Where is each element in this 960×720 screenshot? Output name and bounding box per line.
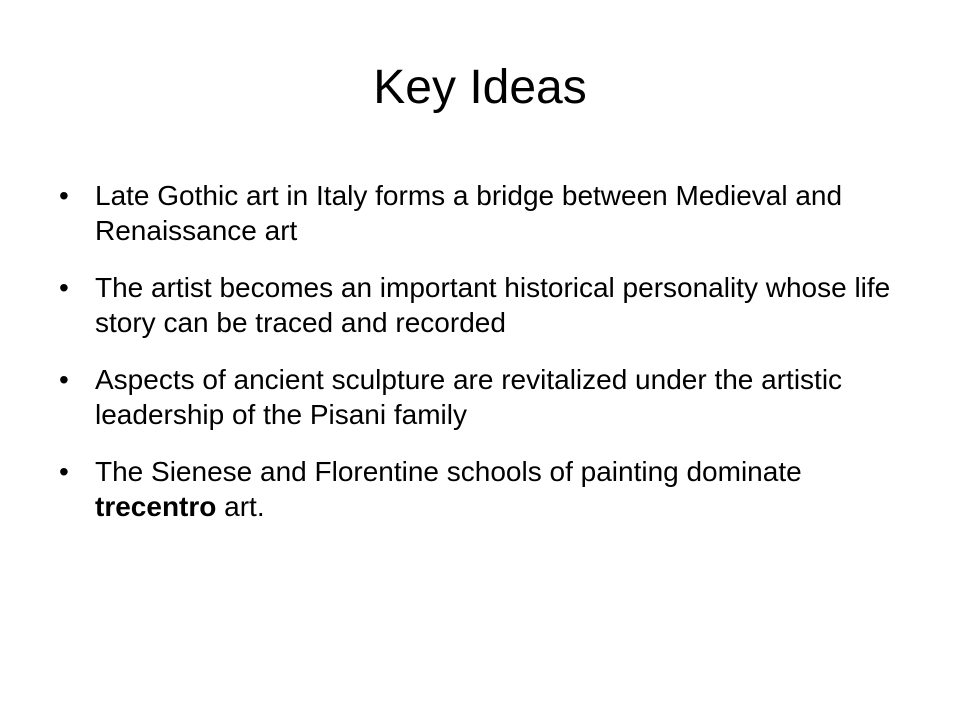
bullet-text: The artist becomes an important historical personality whose life story can be traced and recorded xyxy=(95,272,891,338)
slide-title: Key Ideas xyxy=(373,61,587,114)
bullet-icon: • xyxy=(59,272,69,303)
bullet-text-end: art. xyxy=(216,491,265,522)
bullet-icon: • xyxy=(59,364,69,395)
bullet-text: Late Gothic art in Italy forms a bridge between Medieval and Renaissance art xyxy=(95,180,843,246)
bullet-list xyxy=(58,178,898,546)
bullet-icon: • xyxy=(59,456,69,487)
bullet-item xyxy=(58,178,898,248)
bullet-item xyxy=(58,454,898,524)
bullet-item xyxy=(58,270,898,340)
bullet-text-start: The Sienese and Florentine schools of painting dominate xyxy=(95,456,802,487)
bullet-text-emphasis: trecentro xyxy=(95,491,217,522)
bullet-item xyxy=(58,362,898,432)
bullet-icon: • xyxy=(59,180,69,211)
bullet-text: Aspects of ancient sculpture are revitalized under the artistic leadership of the Pisani family xyxy=(95,364,843,430)
bullet-text xyxy=(95,456,802,522)
